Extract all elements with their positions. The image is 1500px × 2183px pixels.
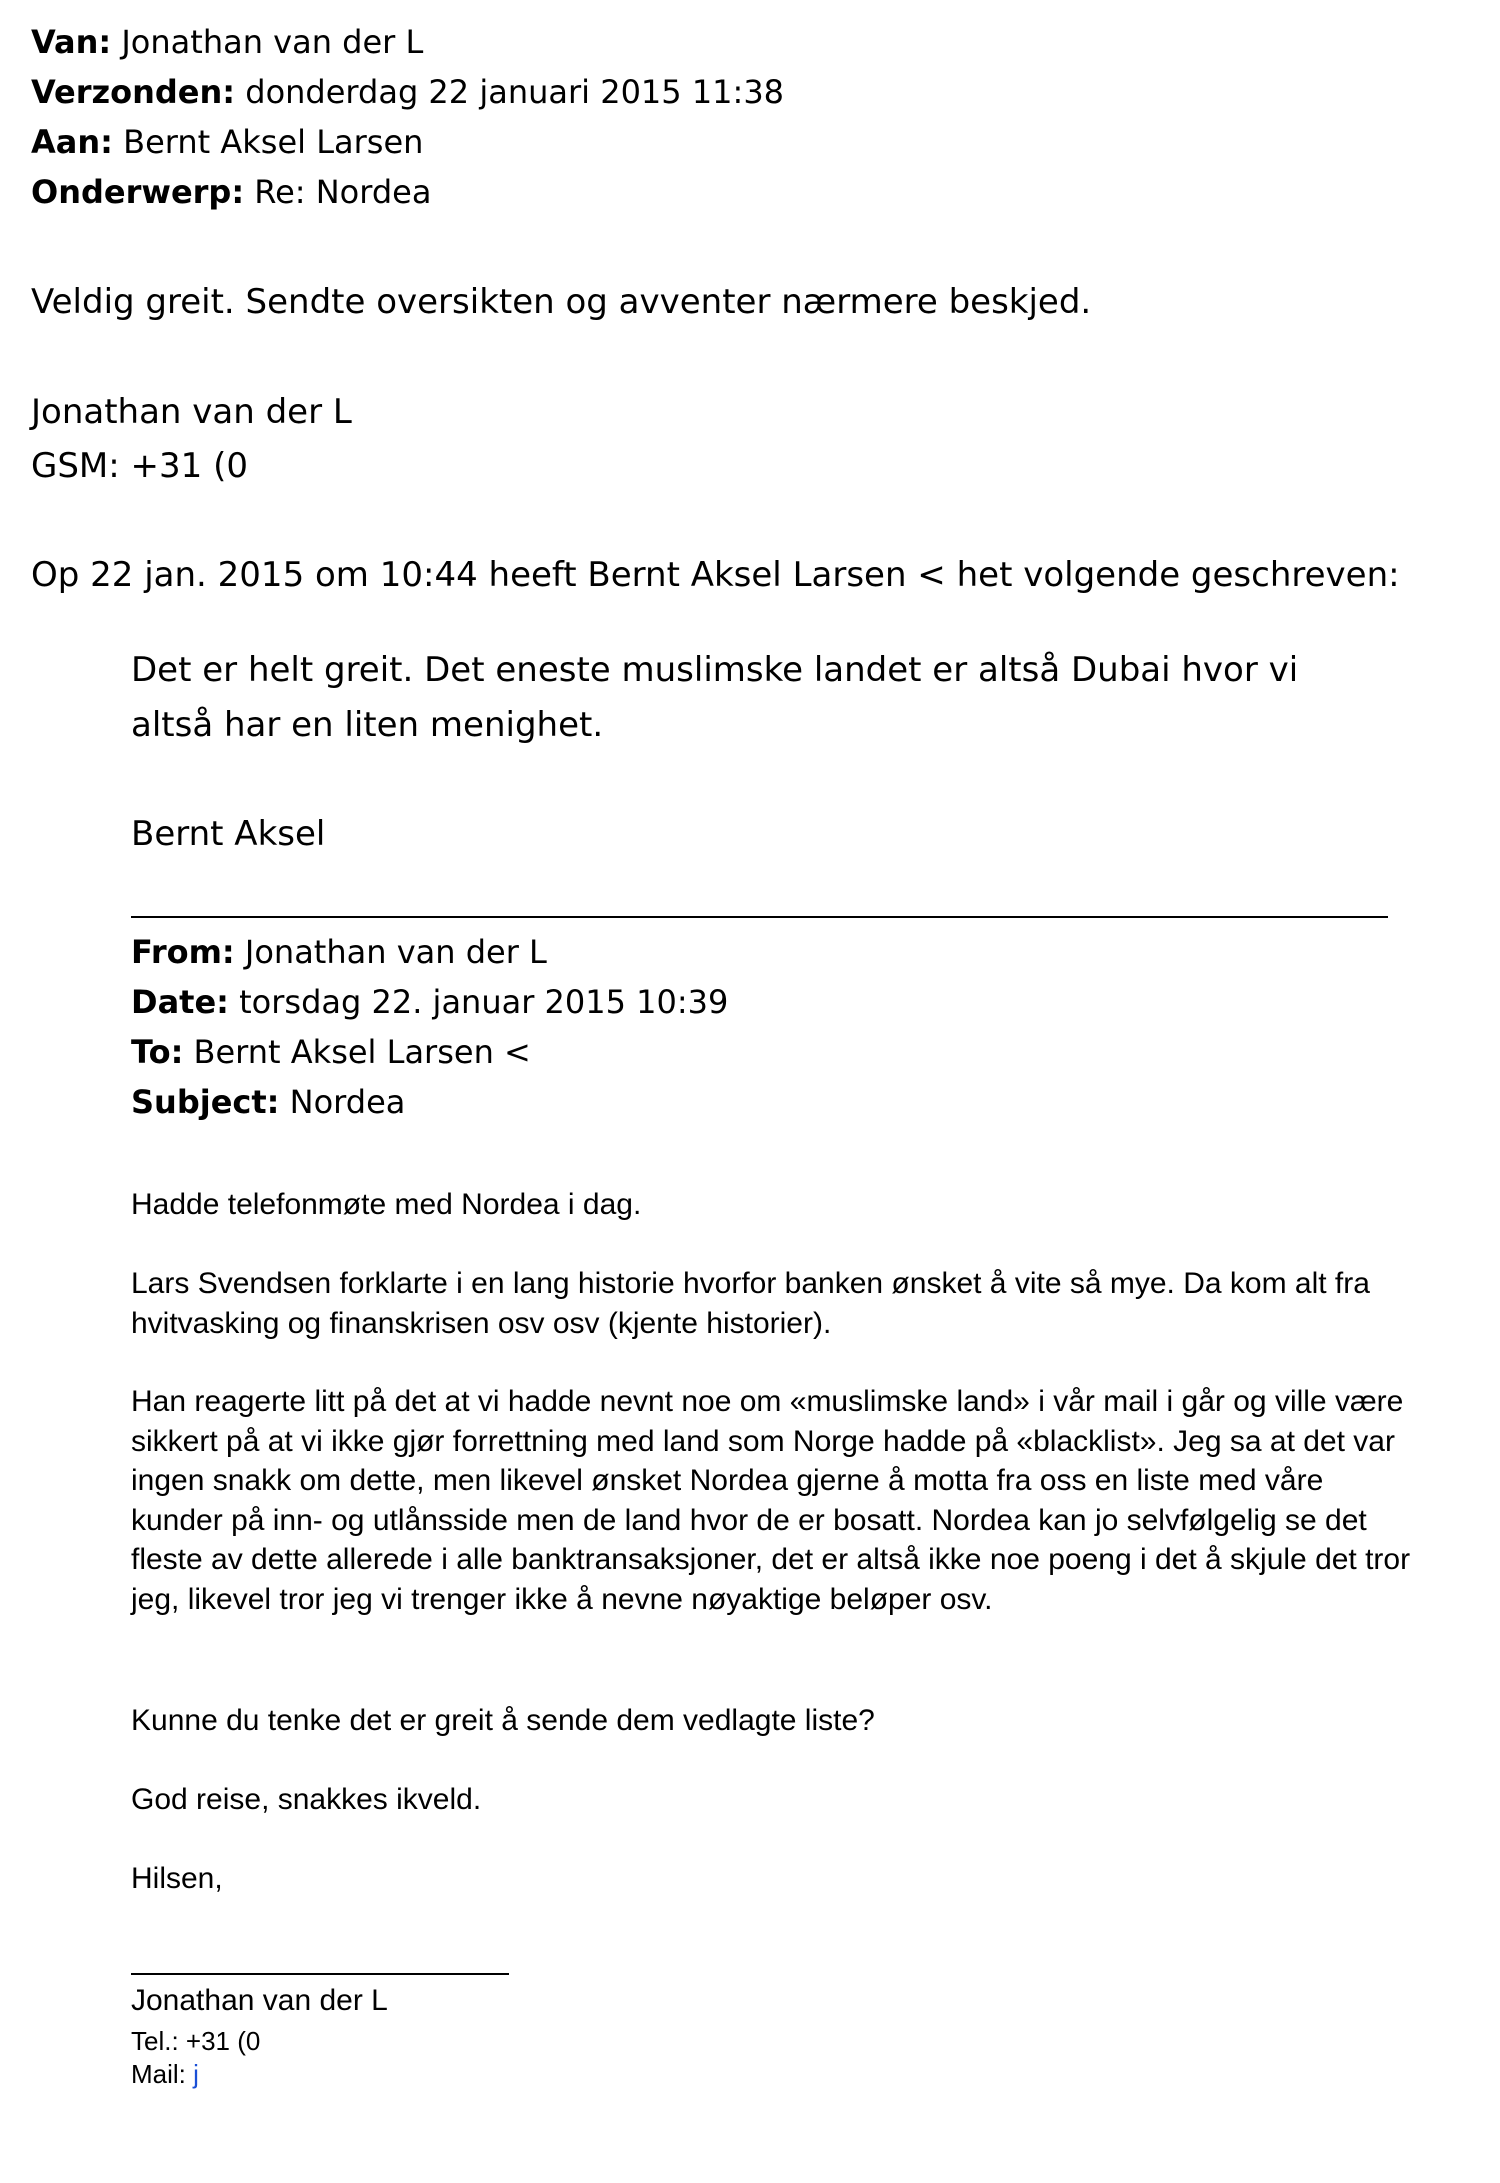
original-date-line (131, 982, 728, 1022)
reply-to-value: Bernt Aksel Larsen (123, 123, 424, 161)
original-from-value: Jonathan van der L (244, 933, 547, 971)
reply-signature-phone: GSM: +31 (0 (31, 446, 248, 486)
original-date-value: torsdag 22. januar 2015 10:39 (239, 983, 729, 1021)
original-signature-tel: Tel.: +31 (0 (131, 2026, 261, 2056)
original-from-label: From: (131, 933, 235, 971)
reply-message: Veldig greit. Sendte oversikten og avventer nærmere beskjed. (31, 282, 1092, 322)
reply-from-value: Jonathan van der L (121, 23, 424, 61)
reply-to-line (31, 122, 423, 162)
original-greeting: Hilsen, (131, 1862, 223, 1895)
original-from-line (131, 932, 547, 972)
reply-sent-line (31, 72, 784, 112)
reply-to-label: Aan: (31, 123, 113, 161)
original-paragraph-3: Han reagerte litt på det at vi hadde nevnt noe om «muslimske land» i vår mail i går og ville være sikkert på at vi ikke gjør forrettning med land som Norge hadde på «blacklist». Jeg sa at det var ingen snakk om dette, men likevel ønsket Nordea gjerne å motta fra oss en liste med våre kunder på inn- og utlånsside men de land hvor de er bosatt. Nordea kan jo selvfølgelig se det fleste av dette allerede i alle banktransaksjoner, det er altså ikke noe poeng i det å skjule det tror jeg, likevel tror jeg vi trenger ikke å nevne nøyaktige beløper osv. (131, 1385, 1411, 1616)
reply-from-label: Van: (31, 23, 112, 61)
original-to-line (131, 1032, 531, 1072)
reply-sent-value: donderdag 22 januari 2015 11:38 (245, 73, 785, 111)
original-paragraph-5: God reise, snakkes ikveld. (131, 1783, 482, 1816)
original-date-label: Date: (131, 983, 229, 1021)
reply-signature-name: Jonathan van der L (31, 392, 352, 432)
reply-from-line (31, 22, 423, 62)
quoted-signature: Bernt Aksel (131, 814, 326, 854)
reply-subject-label: Onderwerp: (31, 173, 245, 211)
original-subject-value: Nordea (289, 1083, 406, 1121)
original-paragraph-1: Hadde telefonmøte med Nordea i dag. (131, 1188, 642, 1221)
original-paragraph-2: Lars Svendsen forklarte i en lang historie hvorfor banken ønsket å vite så mye. Da kom alt fra hvitvasking og finanskrisen osv osv (kjente historier). (131, 1267, 1370, 1340)
original-signature-mail-label: Mail: (131, 2059, 186, 2089)
original-paragraph-4: Kunne du tenke det er greit å sende dem vedlagte liste? (131, 1704, 875, 1737)
original-subject-label: Subject: (131, 1083, 280, 1121)
original-signature-mail-line (131, 2057, 199, 2091)
original-signature-mail-link[interactable]: j (193, 2059, 199, 2089)
quote-separator (131, 916, 1388, 918)
quoted-message: Det er helt greit. Det eneste muslimske landet er altså Dubai hvor vi altså har en liten menighet. (131, 650, 1299, 745)
reply-subject-value: Re: Nordea (254, 173, 432, 211)
original-subject-line (131, 1082, 405, 1122)
original-to-label: To: (131, 1033, 184, 1071)
signature-separator (131, 1973, 509, 1975)
reply-sent-label: Verzonden: (31, 73, 236, 111)
reply-subject-line (31, 172, 431, 212)
original-to-value: Bernt Aksel Larsen < (193, 1033, 531, 1071)
original-signature-name: Jonathan van der L (131, 1984, 388, 2017)
quote-intro: Op 22 jan. 2015 om 10:44 heeft Bernt Aksel Larsen < het volgende geschreven: (31, 555, 1400, 595)
